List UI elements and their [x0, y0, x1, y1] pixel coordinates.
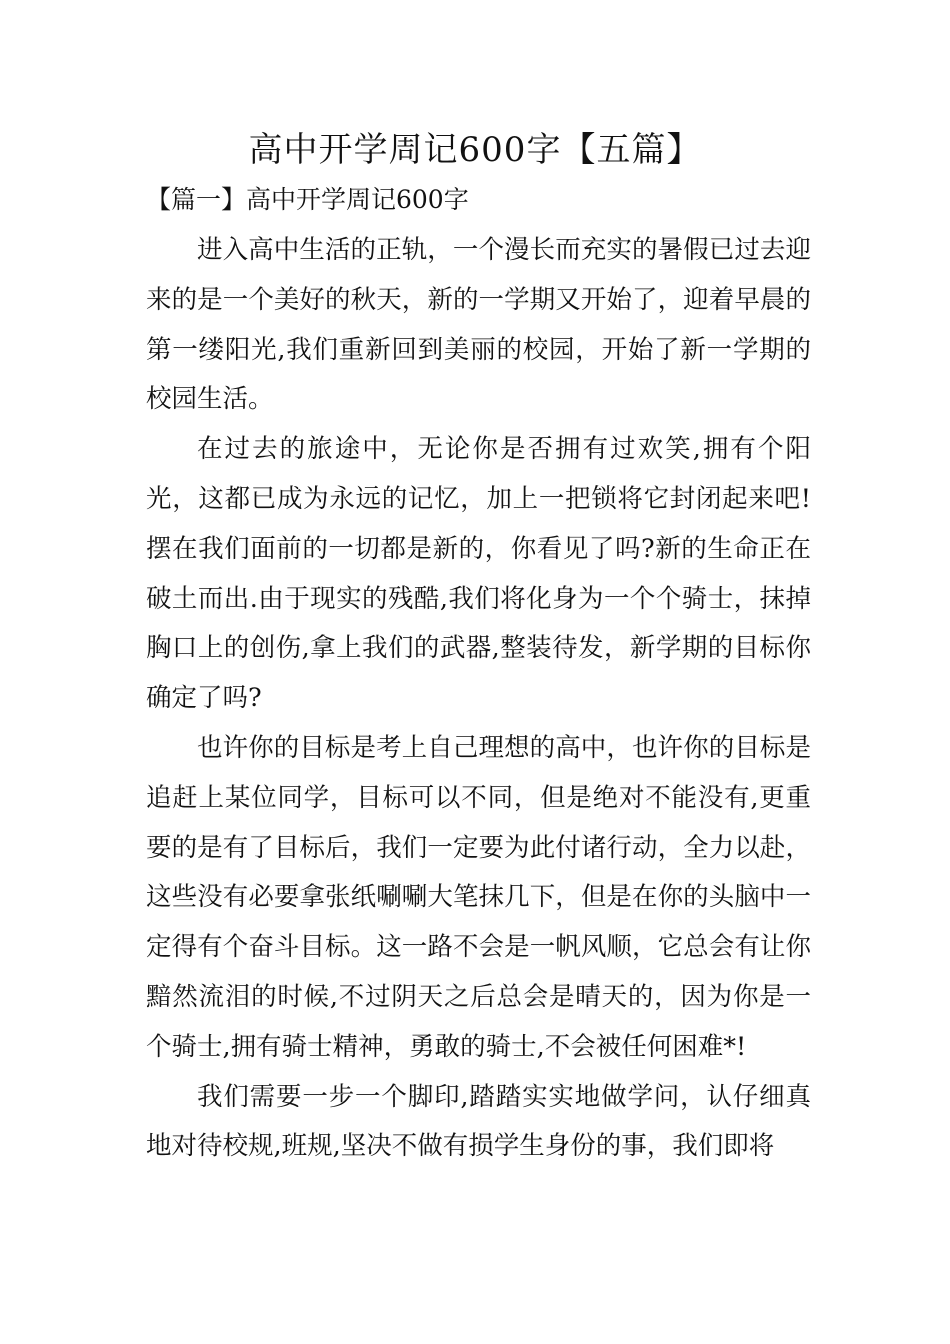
paragraph-1: 进入高中生活的正轨，一个漫长而充实的暑假已过去迎来的是一个美好的秋天，新的一学期又开始了，迎着早晨的第一缕阳光,我们重新回到美丽的校园，开始了新一学期的校园生活。	[146, 235, 811, 415]
section-heading: 【篇一】高中开学周记600字	[146, 185, 469, 214]
paragraph-4: 我们需要一步一个脚印,踏踏实实地做学问，认仔细真地对待校规,班规,坚决不做有损学生身份的事，我们即将	[146, 1081, 811, 1162]
paragraph-2: 在过去的旅途中，无论你是否拥有过欢笑,拥有个阳光，这都已成为永远的记忆，加上一把锁将它封闭起来吧!摆在我们面前的一切都是新的，你看见了吗?新的生命正在破土而出.由于现实的残酷,我们将化身为一个个骑士，抹掉胸口上的创伤,拿上我们的武器,整装待发，新学期的目标你确定了吗?	[146, 434, 811, 714]
paragraph-3: 也许你的目标是考上自己理想的高中，也许你的目标是追赶上某位同学，目标可以不同，但是绝对不能没有,更重要的是有了目标后，我们一定要为此付诸行动，全力以赴，这些没有必要拿张纸唰唰大笔抹几下，但是在你的头脑中一定得有个奋斗目标。这一路不会是一帆风顺，它总会有让你黯然流泪的时候,不过阴天之后总会是晴天的，因为你是一个骑士,拥有骑士精神，勇敢的骑士,不会被任何困难*!	[146, 732, 811, 1062]
body-text	[146, 226, 811, 1172]
document-title: 高中开学周记600字【五篇】	[248, 130, 702, 170]
